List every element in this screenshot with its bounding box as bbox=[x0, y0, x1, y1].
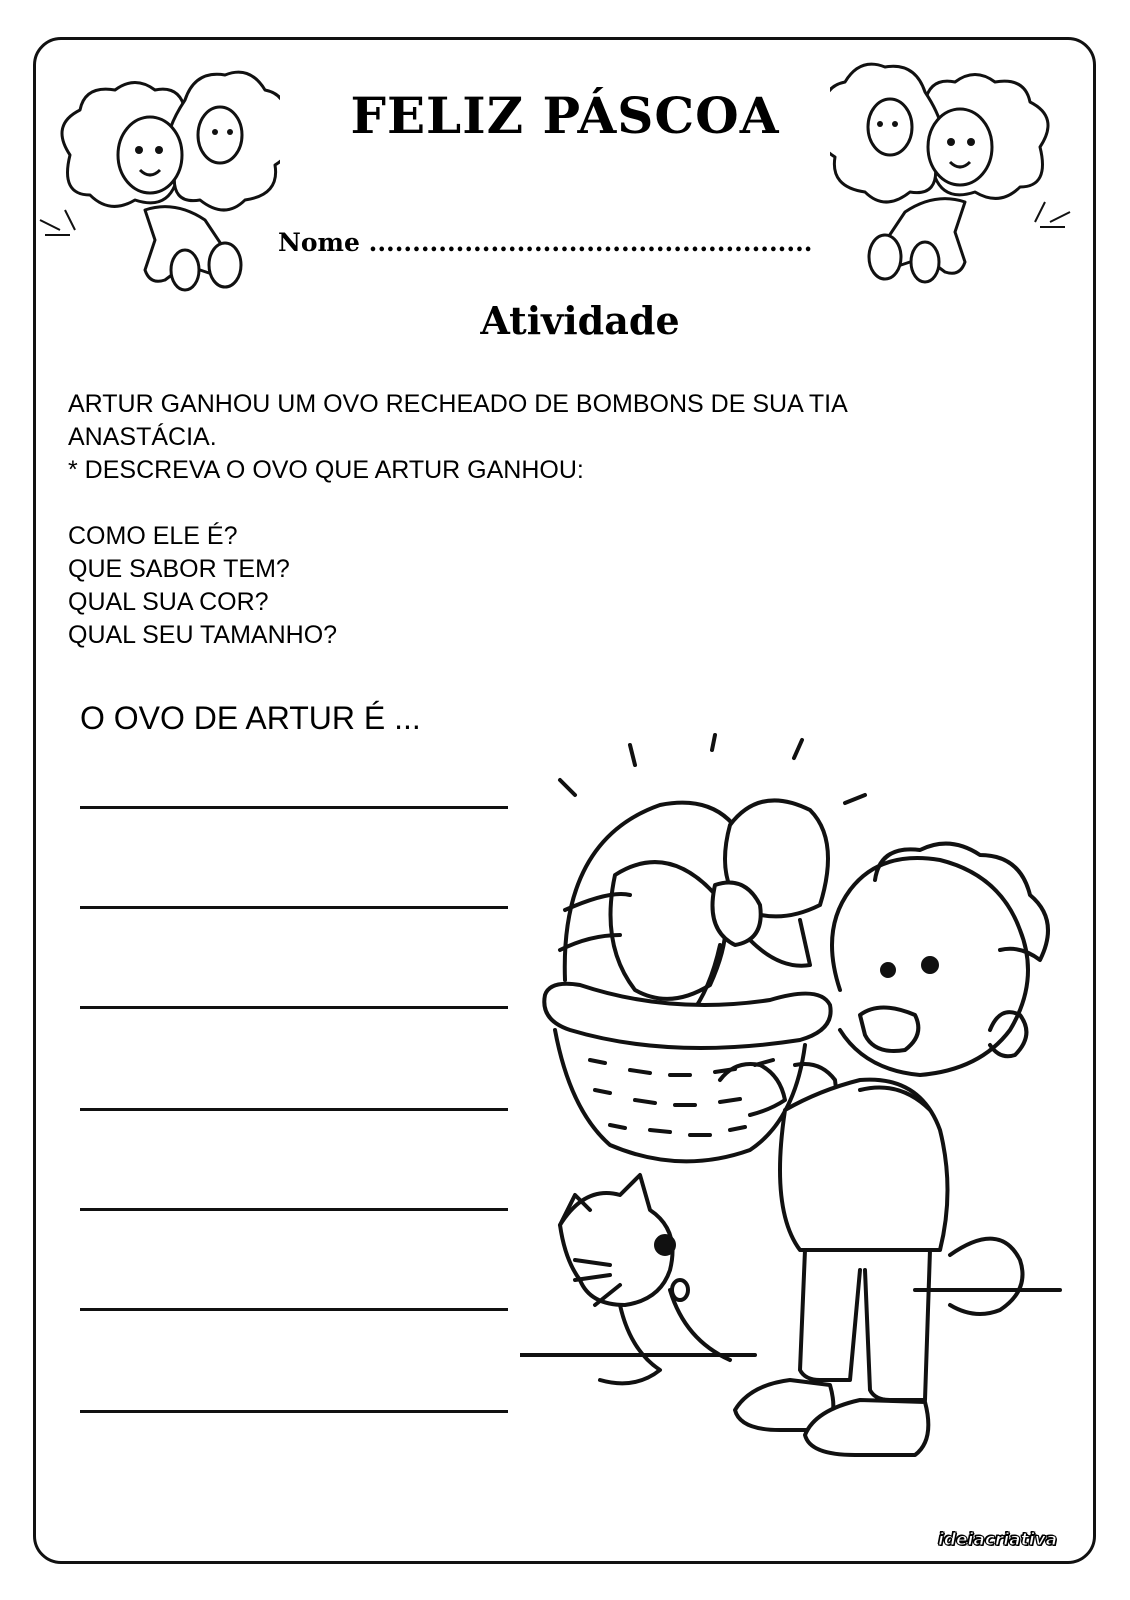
answer-prompt: O OVO DE ARTUR É ... bbox=[80, 700, 421, 736]
instruction-line-2: ANASTÁCIA. bbox=[68, 423, 217, 451]
answer-line[interactable] bbox=[80, 1208, 508, 1211]
instruction-line-3: * DESCREVA O OVO QUE ARTUR GANHOU: bbox=[68, 456, 584, 484]
question-item: QUAL SUA COR? bbox=[68, 588, 269, 616]
brand-logo: ideiacriativa bbox=[938, 1530, 1058, 1550]
question-item: COMO ELE É? bbox=[68, 522, 238, 550]
instruction-line-1: ARTUR GANHOU UM OVO RECHEADO DE BOMBONS DE SUA TIA bbox=[68, 390, 848, 418]
answer-line[interactable] bbox=[80, 1308, 508, 1311]
activity-heading: Atividade bbox=[480, 298, 680, 343]
boy-easter-egg-illustration bbox=[520, 730, 1080, 1490]
answer-line[interactable] bbox=[80, 1108, 508, 1111]
answer-line[interactable] bbox=[80, 1006, 508, 1009]
page-title: FELIZ PÁSCOA bbox=[350, 86, 780, 145]
name-label: Nome bbox=[278, 228, 360, 257]
answer-line[interactable] bbox=[80, 806, 508, 809]
answer-line[interactable] bbox=[80, 1410, 508, 1413]
answer-line[interactable] bbox=[80, 906, 508, 909]
name-field[interactable] bbox=[278, 228, 813, 257]
question-item: QUAL SEU TAMANHO? bbox=[68, 621, 338, 649]
name-blank-line[interactable]: ................................................... bbox=[368, 228, 813, 257]
question-item: QUE SABOR TEM? bbox=[68, 555, 290, 583]
